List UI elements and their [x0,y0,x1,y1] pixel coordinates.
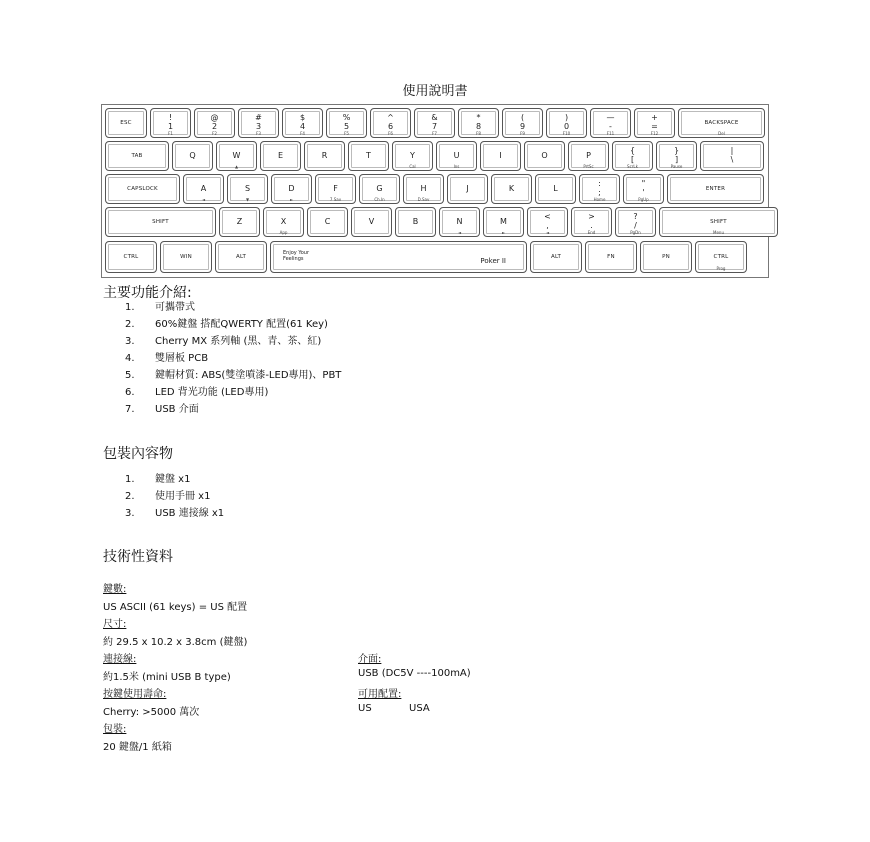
list-text: 可攜帶式 [155,302,195,313]
key-shift-legend: ( [520,113,525,123]
key-legend: CAPSLOCK [127,185,158,192]
key-shift-legend: ! [168,113,173,123]
life-value: Cherry: >5000 萬次 [103,707,200,718]
key-shift-legend: ^ [387,113,394,123]
key-fn-legend: Ins [453,163,460,169]
key-fn-legend: PgDn [630,229,641,235]
key-legend: D [288,183,295,193]
key-legend: S [244,183,251,193]
key-fn-legend: ◄ [201,196,206,202]
key [105,108,147,138]
key [524,141,565,171]
key-legend: O [541,150,548,160]
key-fn-legend: ▼ [245,196,250,202]
list-item [125,367,341,384]
key [483,207,524,237]
key-shift-legend: : [598,179,601,189]
key-legend: [ [630,155,635,164]
key-fn-legend: Prog [716,265,726,271]
key-fn-legend: ScrLk [627,163,638,169]
key [546,108,587,138]
spacebar-key [270,241,527,273]
key [535,174,576,204]
size-label: 尺寸: [103,619,127,630]
list-text: 60%鍵盤 搭配QWERTY 配置(61 Key) [155,319,328,330]
list-item [125,488,224,505]
list-text: 使用手冊 x1 [155,491,211,502]
key-shift-legend: # [255,113,262,123]
features-heading: 主要功能介紹: [103,285,192,301]
key [315,174,356,204]
key [307,207,348,237]
key-shift-legend: — [606,113,615,123]
key [216,141,257,171]
fn-key [585,241,637,273]
key-legend: FN [607,253,615,260]
key [260,141,301,171]
key [612,141,653,171]
key-legend: CTRL [123,253,139,260]
key-legend: 9 [519,122,526,131]
key [370,108,411,138]
list-text: Cherry MX 系列軸 (黑、青、茶、紅) [155,336,322,347]
key [656,141,697,171]
key-shift-legend: < [544,212,551,222]
key [439,207,480,237]
cable-label: 連接線: [103,654,137,665]
spacebar-slogan [283,250,309,262]
key-fn-legend: Menu [713,229,724,235]
list-item [125,350,341,367]
list-number: 4. [125,353,135,364]
key-shift-legend: } [673,146,680,156]
key-legend: H [420,183,427,193]
rctrl-key [695,241,747,273]
key-fn-legend: Pause [670,163,683,169]
key [326,108,367,138]
layout-value-usa: USA [409,703,430,714]
key-legend: CTRL [713,253,729,260]
list-text: 鍵盤 x1 [155,474,191,485]
key-fn-legend: F6 [388,130,393,136]
key-fn-legend: Home [593,196,606,202]
pack-value: 20 鍵盤/1 紙箱 [103,742,172,753]
key [392,141,433,171]
list-number: 5. [125,370,135,381]
key-fn-legend: ► [289,196,294,202]
key-shift-legend: " [641,179,646,189]
key-fn-legend: F3 [256,130,261,136]
key-legend: ENTER [705,185,726,192]
key-fn-legend: Del [718,130,725,136]
key-legend: BACKSPACE [704,119,739,126]
key [579,174,620,204]
keys-value: US ASCII (61 keys) = US 配置 [103,602,248,613]
list-item [125,299,341,316]
key [571,207,612,237]
key-shift-legend: ) [564,113,569,123]
list-text: 鍵帽材質: ABS(雙塗噴漆-LED專用)、PBT [155,370,342,381]
specs-heading: 技術性資料 [103,549,173,565]
list-number: 6. [125,387,135,398]
key-shift-legend: + [651,113,658,123]
list-item [125,471,224,488]
key [527,207,568,237]
key [491,174,532,204]
key-fn-legend: App [279,229,288,235]
key [194,108,235,138]
key-shift-legend: | [730,146,734,156]
key-fn-legend: ◄ [457,229,462,235]
key-fn-legend: F8 [476,130,481,136]
key-legend: M [500,216,507,226]
list-text: USB 連接線 x1 [155,508,225,519]
key [105,141,169,171]
key-fn-legend: F4 [300,130,305,136]
key [282,108,323,138]
key-legend: 8 [475,122,482,131]
layout-value-us: US [358,703,372,714]
key [667,174,764,204]
key-legend: ALT [235,253,247,260]
list-text: LED 背光功能 (LED專用) [155,387,269,398]
key [700,141,764,171]
list-number: 3. [125,336,135,347]
slogan-line: Enjoy Your [283,250,309,256]
key [348,141,389,171]
list-text: 雙層板 PCB [155,353,209,364]
ctrl-key [105,241,157,273]
key [150,108,191,138]
win-key [160,241,212,273]
key-legend: ; [598,188,601,197]
key-fn-legend: 7 Sav [329,196,342,202]
key [502,108,543,138]
key-legend: Z [236,216,243,226]
size-value: 約 29.5 x 10.2 x 3.8cm (鍵盤) [103,637,248,648]
key [634,108,675,138]
key-fn-legend: F9 [520,130,525,136]
key-legend: Y [410,150,415,160]
key-fn-legend: PrtSc [583,163,594,169]
list-item [125,384,341,401]
list-number: 1. [125,474,135,485]
key [105,207,216,237]
key-legend: L [553,183,558,193]
key-fn-legend: F1 [168,130,173,136]
key [105,174,180,204]
features-list [125,299,341,418]
key-legend: 4 [299,122,306,131]
key-legend: W [232,150,241,160]
list-number: 2. [125,319,135,330]
key-legend: - [609,122,612,131]
life-label: 按鍵使用壽命: [103,689,167,700]
interface-label: 介面: [358,654,382,665]
key-legend: N [456,216,463,226]
key [480,141,521,171]
key-shift-legend: & [431,113,438,123]
key-legend: 1 [167,122,174,131]
key-legend: 5 [343,122,350,131]
key-legend: I [499,150,502,160]
key-legend: 6 [387,122,394,131]
key [238,108,279,138]
key-shift-legend: $ [299,113,306,123]
package-heading: 包裝內容物 [103,446,173,462]
key [568,141,609,171]
list-item [125,316,341,333]
key [414,108,455,138]
key-legend: 2 [211,122,218,131]
layout-label: 可用配置: [358,689,402,700]
key-fn-legend: F2 [212,130,217,136]
key-legend: / [634,221,637,230]
list-text: USB 介面 [155,404,199,415]
key-legend: A [200,183,207,193]
key-legend: = [651,122,658,131]
key [172,141,213,171]
key-shift-legend: @ [210,113,219,123]
key-fn-legend: F10 [562,130,571,136]
key [304,141,345,171]
key-legend: PN [662,253,670,260]
key-legend: ALT [550,253,562,260]
key-legend: TAB [131,152,143,159]
list-number: 3. [125,508,135,519]
key-fn-legend: Cal [409,163,416,169]
key-legend: J [466,183,469,193]
key-legend: ' [642,188,645,197]
key-fn-legend: End [587,229,596,235]
key-legend: X [280,216,287,226]
key [615,207,656,237]
list-item [125,505,224,522]
key-fn-legend: ▲ [234,163,239,169]
key-legend: WIN [180,253,192,260]
keyboard-diagram [101,104,769,278]
key-legend: SHIFT [710,218,727,225]
key-fn-legend: ◄ [545,229,550,235]
key-shift-legend: { [629,146,636,156]
slogan-line: Feelings [283,256,304,262]
document-title: 使用說明書 [402,84,468,99]
key [219,207,260,237]
list-number: 7. [125,404,135,415]
spacebar-brand: Poker II [480,257,506,266]
key-legend: ] [674,155,679,164]
list-item [125,401,341,418]
pn-key [640,241,692,273]
key [436,141,477,171]
key [395,207,436,237]
key-legend: K [508,183,515,193]
alt-key [215,241,267,273]
list-number: 1. [125,302,135,313]
key-legend: \ [730,155,734,164]
key-legend: E [277,150,284,160]
key [263,207,304,237]
key [403,174,444,204]
key [447,174,488,204]
key-fn-legend: PgUp [638,196,649,202]
key-legend: F [333,183,338,193]
key-fn-legend: F12 [650,130,659,136]
key [359,174,400,204]
ralt-key [530,241,582,273]
key-fn-legend: ► [501,229,506,235]
key [271,174,312,204]
key-legend: 3 [255,122,262,131]
key-shift-legend: ? [633,212,638,222]
keys-label: 鍵數: [103,584,127,595]
key [458,108,499,138]
key-legend: ESC [120,119,132,126]
key-legend: B [412,216,419,226]
key-legend: R [321,150,328,160]
key-legend: 0 [563,122,570,131]
key-legend: . [590,221,593,230]
package-list [125,471,224,522]
key-legend: G [376,183,383,193]
key-fn-legend: F5 [344,130,349,136]
key-fn-legend: F7 [432,130,437,136]
cable-value: 約1.5米 (mini USB B type) [103,672,231,683]
key [623,174,664,204]
key [659,207,778,237]
key-fn-legend: D.Sav [417,196,430,202]
interface-value: USB (DC5V ----100mA) [358,668,471,679]
key-legend: 7 [431,122,438,131]
pack-label: 包裝: [103,724,127,735]
key-legend: Q [189,150,196,160]
key [590,108,631,138]
key [351,207,392,237]
key-legend: C [324,216,331,226]
key-shift-legend: * [476,113,481,123]
key-legend: P [586,150,591,160]
list-item [125,333,341,350]
key-shift-legend: % [342,113,351,123]
key [227,174,268,204]
key-fn-legend: Ch.In [374,196,385,202]
key-legend: T [366,150,371,160]
list-number: 2. [125,491,135,502]
key-legend: V [368,216,375,226]
key [678,108,765,138]
key-fn-legend: F11 [606,130,615,136]
key-legend: U [453,150,460,160]
key-shift-legend: > [588,212,595,222]
key [183,174,224,204]
key-legend: SHIFT [152,218,169,225]
key-legend: , [546,221,549,230]
